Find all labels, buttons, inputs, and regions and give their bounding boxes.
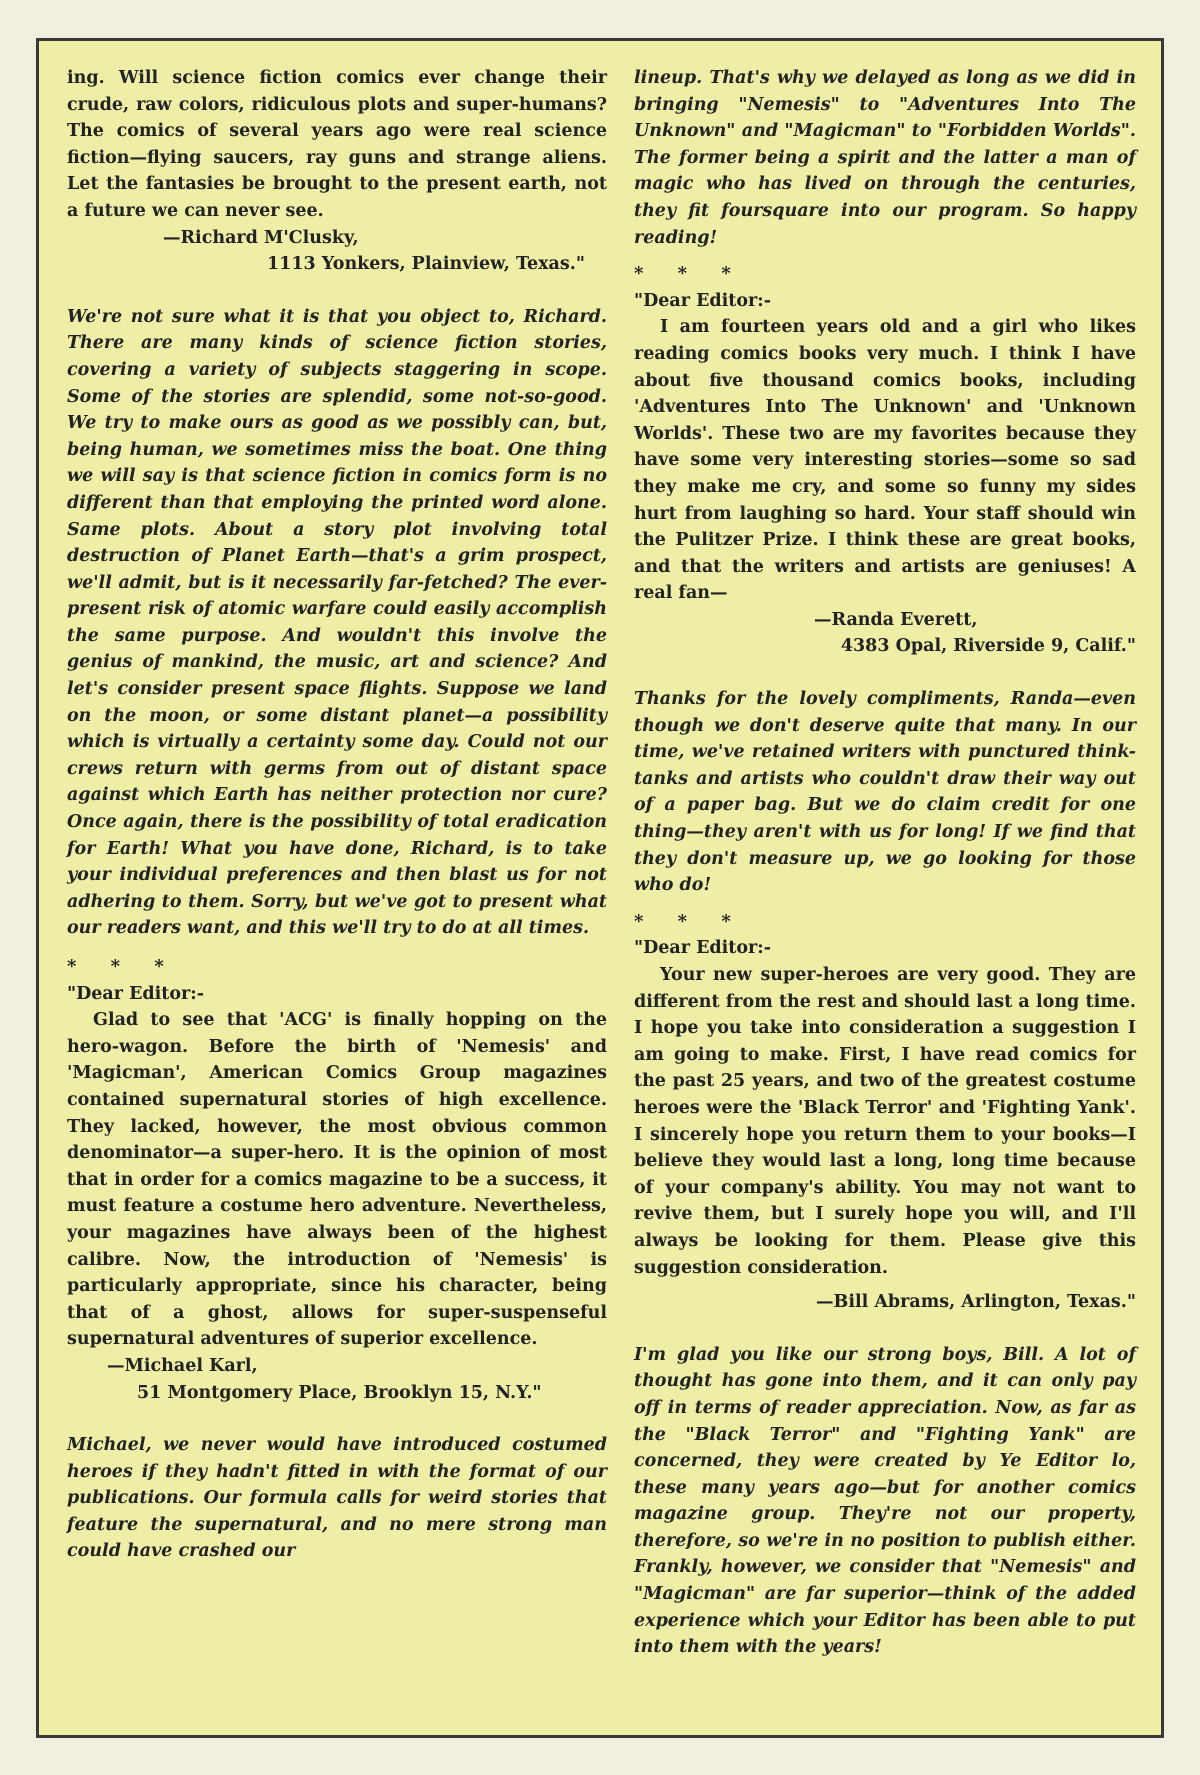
spacer: [634, 251, 1136, 261]
letter-4-signature: —Bill Abrams, Arlington, Texas.": [816, 1292, 1136, 1313]
section-separator: * * *: [634, 263, 745, 285]
left-column: [67, 65, 607, 1565]
letter-2-signature-address: 51 Montgomery Place, Brooklyn 15, N.Y.": [137, 1382, 542, 1403]
spacer: [67, 1406, 607, 1432]
section-separator: * * *: [67, 956, 178, 977]
spacer: [67, 278, 607, 304]
letter-2-body: Glad to see that 'ACG' is finally hopping on the hero-wagon. Before the birth of 'Nemesis' and 'Magicman', American Comics Group magazines contained supernatural stories of high excellence. They lacked, however, the most obvious common denominator—a super-hero. It is the opinion of most that in order for a comics magazine to be a success, it must feature a costume hero adventure. Nevertheless, your magazines have always been of the highest calibre. Now, the introduction of 'Nemesis' is particularly appropriate, since his character, being that of a ghost, allows for super-suspenseful supernatural adventures of superior excellence.: [67, 1010, 607, 1350]
letter-3-body: I am fourteen years old and a girl who likes reading comics books very much. I think I have about five thousand comics books, including 'Adventures Into The Unknown' and 'Unknown Worlds'. These two are my favorites because they have some very interesting stories—some so sad they make me cry, and some so funny my sides hurt from laughing so hard. Your staff should win the Pulitzer Prize. I think these are great books, and that the writers and artists are geniuses! A real fan—: [634, 317, 1136, 604]
letter-3-salutation: "Dear Editor:-: [634, 290, 772, 311]
spacer: [634, 660, 1136, 686]
spacer: [67, 942, 607, 954]
letter-3-signature-address: 4383 Opal, Riverside 9, Calif.": [840, 636, 1136, 657]
letter-1-body: ing. Will science fiction comics ever change their crude, raw colors, ridiculous plots and super-humans? The comics of several years ago were real science fiction—flying saucers, ray guns and strange aliens. Let the fantasies be brought to the present earth, not a future we can never see.: [67, 68, 607, 221]
section-separator: * * *: [634, 910, 745, 932]
spacer: [634, 1316, 1136, 1342]
letter-4-body: Your new super-heroes are very good. They are different from the rest and should last a long time. I hope you take into consideration a suggestion I am going to make. First, I have read comics for the past 25 years, and two of the greatest costume heroes were the 'Black Terror' and 'Fighting Yank'. I sincerely hope you return them to your books—I believe they would last a long, long time because of your company's ability. You may not want to revive them, but I surely hope you will, and I'll always be looking for them. Please give this suggestion consideration.: [634, 965, 1136, 1278]
letter-2-signature-name: —Michael Karl,: [107, 1355, 258, 1376]
letters-page: [36, 38, 1164, 1738]
reply-2-start: Michael, we never would have introduced costumed heroes if they hadn't fitted in with the format of our publications. Our formula calls for weird stories that feature the supernatural, and no mere strong man could have crashed our: [67, 1435, 607, 1562]
reply-3: Thanks for the lovely compliments, Randa—even though we don't deserve quite that many. In our time, we've retained writers with punctured think-tanks and artists who couldn't draw their way out of a paper bag. But we do claim credit for one thing—they aren't with us for long! If we find that they don't measure up, we go looking for those who do!: [634, 689, 1136, 896]
letter-1-signature-name: —Richard M'Clusky,: [163, 227, 359, 248]
letter-4-salutation: "Dear Editor:-: [634, 938, 772, 959]
reply-4: I'm glad you like our strong boys, Bill. A lot of thought has gone into them, and it can only pay off in terms of reader appreciation. Now, as far as the "Black Terror" and "Fighting Yank" are concerned, they were created by Ye Editor lo, these many years ago—but for another comics magazine group. They're not our property, therefore, so we're in no position to publish either. Frankly, however, we consider that "Nemesis" and "Magicman" are far superior—think of the added experience which your Editor has been able to put into them with the years!: [634, 1344, 1136, 1658]
letter-1-signature-address: 1113 Yonkers, Plainview, Texas.": [267, 254, 585, 275]
spacer: [634, 1281, 1136, 1289]
letter-2-salutation: "Dear Editor:-: [67, 983, 205, 1004]
letter-3-signature-name: —Randa Everett,: [814, 609, 978, 630]
right-column: [634, 65, 1136, 1661]
reply-1: We're not sure what it is that you object to, Richard. There are many kinds of science fiction stories, covering a variety of subjects staggering in scope. Some of the stories are splendid, some not-so-good. We try to make ours as good as we possibly can, but, being human, we sometimes miss the boat. One thing we will say is that science fiction in comics form is no different than that employing the printed word alone. Same plots. About a story plot involving total destruction of Planet Earth—that's a grim prospect, we'll admit, but is it necessarily far-fetched? The ever-present risk of atomic warfare could easily accomplish the same purpose. And wouldn't this involve the genius of mankind, the music, art and science? And let's consider present space flights. Suppose we land on the moon, or some distant planet—a possibility which is virtually a certainty some day. Could not our crews return with germs from out of distant space against which Earth has neither protection nor cure? Once again, there is the possibility of total eradication for Earth! What you have done, Richard, is to take your individual preferences and then blast us for not adhering to them. Sorry, but we've got to present what our readers want, and this we'll try to do at all times.: [67, 306, 607, 939]
reply-2-end: lineup. That's why we delayed as long as we did in bringing "Nemesis" to "Adventures Into The Unknown" and "Magicman" to "Forbidden Worlds". The former being a spirit and the latter a man of magic who has lived on through the centuries, they fit foursquare into our program. So happy reading!: [634, 68, 1136, 248]
spacer: [634, 899, 1136, 909]
